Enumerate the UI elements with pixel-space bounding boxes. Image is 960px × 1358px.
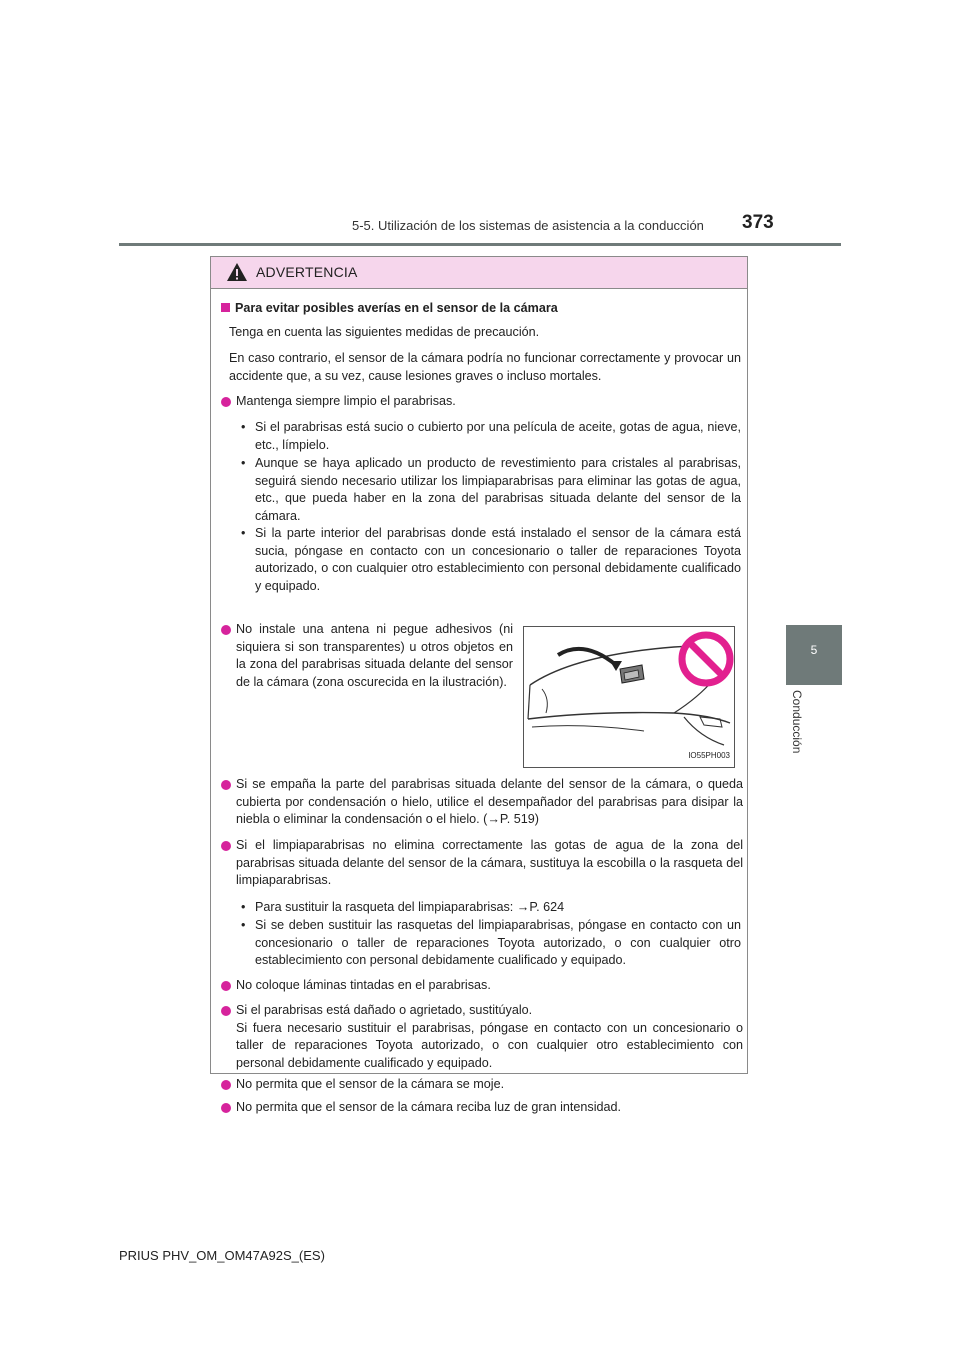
sub-list-item-text: Aunque se haya aplicado un producto de revestimiento para cristales al parabrisas, seguirá siendo necesario utilizar los limpiaparabrisas para eliminar las gotas de agua, etc., que pueda haber en la zona del parabrisas situada delante del sensor de la cámara. bbox=[255, 456, 741, 523]
sub-list-item bbox=[241, 525, 741, 595]
chapter-label bbox=[786, 690, 808, 770]
bullet-dot-icon bbox=[221, 841, 231, 851]
sub-list-item-text: Si el parabrisas está sucio o cubierto por una película de aceite, gotas de agua, nieve, etc., límpielo. bbox=[255, 420, 741, 452]
bullet-dot-icon bbox=[221, 1006, 231, 1016]
sub-list-item bbox=[241, 419, 741, 454]
sub-list-item bbox=[241, 917, 741, 970]
bullet-dot-icon bbox=[221, 780, 231, 790]
section-title bbox=[221, 300, 558, 318]
sub-bullet-marker: • bbox=[241, 456, 246, 470]
list-item bbox=[221, 1099, 743, 1117]
footer-doc-id: PRIUS PHV_OM_OM47A92S_(ES) bbox=[119, 1248, 325, 1263]
chapter-tab-number: 5 bbox=[810, 643, 818, 657]
windshield-camera-illustration bbox=[523, 626, 735, 768]
square-bullet-icon bbox=[221, 303, 230, 312]
list-item-text: No instale una antena ni pegue adhesivos (ni siquiera si son transparentes) u otros objetos en la zona del parabrisas situada delante del sensor de la cámara (zona oscurecida en la ilustración). bbox=[236, 622, 513, 689]
illustration-code: IO55PH003 bbox=[688, 751, 730, 761]
sub-bullet-marker: • bbox=[241, 526, 246, 540]
list-item-text-line-2: Si fuera necesario sustituir el parabrisas, póngase en contacto con un concesionario o taller de reparaciones Toyota autorizado, o con cualquier otro establecimiento con personal debidamente cualificado y equipado. bbox=[236, 1020, 743, 1070]
list-item bbox=[221, 837, 743, 890]
header-rule bbox=[119, 243, 841, 246]
bullet-dot-icon bbox=[221, 1103, 231, 1113]
warning-header bbox=[211, 257, 747, 289]
warning-triangle-icon bbox=[226, 262, 248, 282]
bullet-dot-icon bbox=[221, 397, 231, 407]
sub-list-item-text: Para sustituir la rasqueta del limpiaparabrisas: →P. 624 bbox=[255, 900, 565, 914]
warning-title: ADVERTENCIA bbox=[256, 264, 358, 280]
list-item-text: No permita que el sensor de la cámara reciba luz de gran intensidad. bbox=[236, 1100, 622, 1114]
header-section-title: 5-5. Utilización de los sistemas de asistencia a la conducción bbox=[352, 218, 704, 233]
sub-bullet-marker: • bbox=[241, 918, 246, 932]
list-item-text: Si el limpiaparabrisas no elimina correctamente las gotas de agua de la zona del parabrisas situada delante del sensor de la cámara, sustituya la escobilla o la rasqueta del limpiaparabrisas. bbox=[236, 838, 743, 888]
list-item-text: Si se empaña la parte del parabrisas situada delante del sensor de la cámara, o queda cubierta por condensación o hielo, utilice el desempañador del parabrisas para disipar la niebla o eliminar la condensación o el hielo. (→P. 519) bbox=[236, 777, 743, 827]
warning-box bbox=[210, 256, 748, 1114]
sub-bullet-marker: • bbox=[241, 900, 246, 914]
section-title-text: Para evitar posibles averías en el sensor de la cámara bbox=[235, 301, 558, 315]
list-item bbox=[221, 1076, 743, 1094]
chapter-label-text: Conducción bbox=[790, 690, 804, 754]
page-number: 373 bbox=[742, 212, 774, 233]
list-item bbox=[221, 1002, 743, 1072]
list-item-text: No permita que el sensor de la cámara se moje. bbox=[236, 1077, 505, 1091]
sub-list-item-text: Si la parte interior del parabrisas donde está instalado el sensor de la cámara está sucia, póngase en contacto con un concesionario o taller de reparaciones Toyota autorizado, o con cualquier otro establecimiento con personal debidamente cualificado y equipado. bbox=[255, 526, 741, 593]
list-item bbox=[221, 393, 743, 411]
windshield-drawing bbox=[524, 627, 734, 767]
list-item bbox=[221, 977, 743, 995]
list-item bbox=[221, 776, 743, 829]
bullet-dot-icon bbox=[221, 625, 231, 635]
list-item-text-line-1: Si el parabrisas está dañado o agrietado, sustitúyalo. bbox=[236, 1003, 533, 1017]
sub-list-item bbox=[241, 455, 741, 525]
sub-list-item bbox=[241, 899, 741, 917]
list-item bbox=[221, 621, 513, 691]
bullet-dot-icon bbox=[221, 1080, 231, 1090]
sub-list-item-text: Si se deben sustituir las rasquetas del limpiaparabrisas, póngase en contacto con un concesionario o taller de reparaciones Toyota autorizado, o con cualquier otro establecimiento con personal debidamente cualificado y equipado. bbox=[255, 918, 741, 968]
bullet-dot-icon bbox=[221, 981, 231, 991]
sub-bullet-marker: • bbox=[241, 420, 246, 434]
intro-paragraph-1: Tenga en cuenta las siguientes medidas de precaución. bbox=[229, 325, 540, 339]
list-item-text: No coloque láminas tintadas en el parabrisas. bbox=[236, 978, 491, 992]
intro-paragraph-2: En caso contrario, el sensor de la cámara podría no funcionar correctamente y provocar un accidente que, a su vez, cause lesiones graves o incluso mortales. bbox=[229, 351, 741, 383]
list-item-text: Mantenga siempre limpio el parabrisas. bbox=[236, 394, 456, 408]
